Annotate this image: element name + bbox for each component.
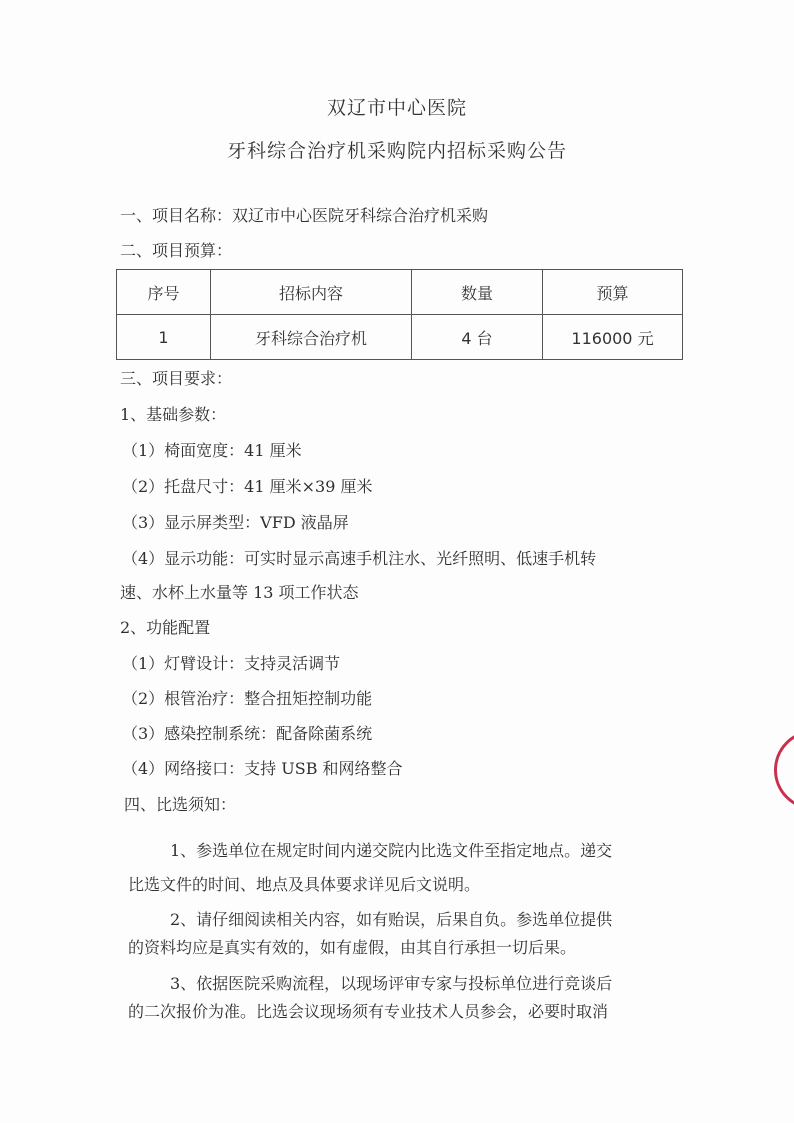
basic-param-item-continued: 速、水杯上水量等 13 项工作状态	[120, 583, 359, 602]
section-project-name: 一、项目名称：双辽市中心医院牙科综合治疗机采购	[120, 206, 489, 225]
cell-index: 1	[117, 315, 211, 360]
header-content: 招标内容	[211, 270, 412, 315]
cell-content: 牙科综合治疗机	[211, 315, 412, 360]
budget-table	[116, 269, 683, 360]
function-config-item: （2）根管治疗：整合扭矩控制功能	[122, 689, 373, 708]
basic-params-title: 1、基础参数：	[120, 405, 227, 424]
notice-paragraph-3: 3、依据医院采购流程，以现场评审专家与投标单位进行竞谈后	[170, 974, 613, 993]
header-index: 序号	[117, 270, 211, 315]
header-budget: 预算	[543, 270, 683, 315]
budget-table-header	[117, 270, 683, 315]
notice-paragraph-1-continued: 比选文件的时间、地点及具体要求详见后文说明。	[128, 875, 481, 894]
basic-param-item: （3）显示屏类型：VFD 液晶屏	[122, 513, 349, 532]
basic-param-item: （4）显示功能：可实时显示高速手机注水、光纤照明、低速手机转	[122, 549, 597, 568]
cell-quantity: 4 台	[412, 315, 543, 360]
notice-paragraph-1: 1、参选单位在规定时间内递交院内比选文件至指定地点。递交	[170, 841, 613, 860]
basic-param-item: （1）椅面宽度：41 厘米	[122, 441, 302, 460]
red-seal-stamp	[774, 730, 794, 810]
notice-paragraph-2-continued: 的资料均应是真实有效的，如有虚假，由其自行承担一切后果。	[128, 938, 577, 957]
basic-param-item: （2）托盘尺寸：41 厘米×39 厘米	[122, 477, 373, 496]
notice-paragraph-2: 2、请仔细阅读相关内容，如有贻误，后果自负。参选单位提供	[170, 910, 613, 929]
cell-budget: 116000 元	[543, 315, 683, 360]
hospital-name-title: 双辽市中心医院	[326, 97, 467, 119]
section-project-budget: 二、项目预算：	[120, 241, 233, 260]
notice-paragraph-3-continued: 的二次报价为准。比选会议现场须有专业技术人员参会，必要时取消	[128, 1002, 609, 1021]
announcement-title: 牙科综合治疗机采购院内招标采购公告	[226, 140, 567, 162]
function-config-title: 2、功能配置	[120, 618, 211, 637]
function-config-item: （4）网络接口：支持 USB 和网络整合	[122, 759, 403, 778]
table-row	[117, 315, 683, 360]
section-project-requirements: 三、项目要求：	[120, 369, 233, 388]
function-config-item: （1）灯臂设计：支持灵活调节	[122, 654, 341, 673]
header-quantity: 数量	[412, 270, 543, 315]
section-notices: 四、比选须知：	[124, 795, 237, 814]
function-config-item: （3）感染控制系统：配备除菌系统	[122, 724, 373, 743]
